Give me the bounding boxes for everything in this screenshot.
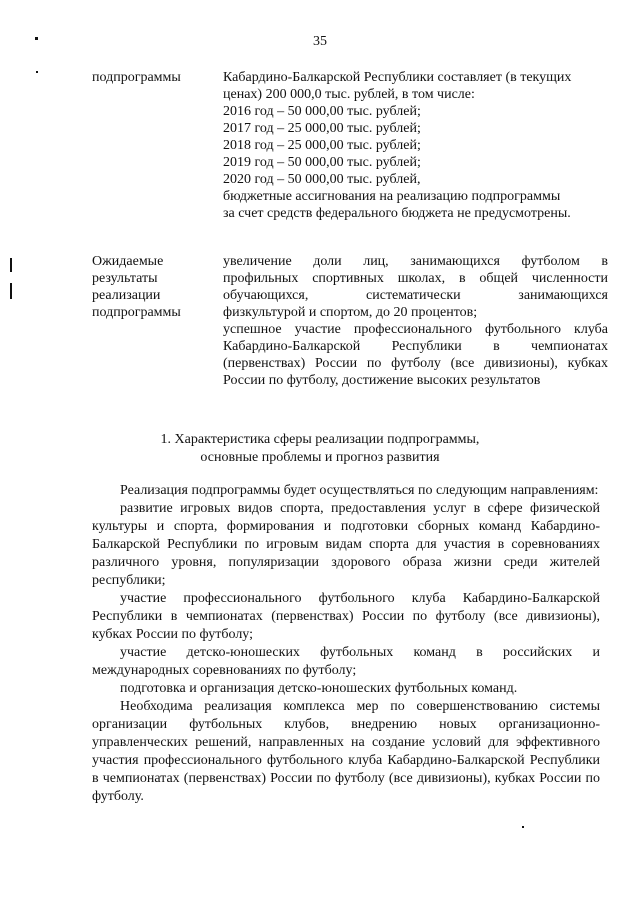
section-heading: [0, 431, 640, 467]
paragraph: участие профессионального футбольного клуба Кабардино-Балкарской Республики в чемпионатах (первенствах) России по футболу (все дивизионы), кубках России по футболу;: [92, 591, 600, 642]
results-line: физкультурой и спортом, до 20 процентов;: [223, 305, 478, 320]
funding-line: 2019 год – 50 000,00 тыс. рублей;: [223, 155, 421, 170]
section-title-line-2: основные проблемы и прогноз развития: [200, 450, 440, 465]
results-line: профильных спортивных школах, в общей численности: [223, 271, 608, 286]
paragraph: развитие игровых видов спорта, предоставления услуг в сфере физической культуры и спорта, формирования и подготовки сборных команд Кабардино-Балкарской Республики по игровым видам спорта для участия в соревнованиях различного уровня, популяризации здорового образа жизни среди жителей республики;: [92, 501, 600, 588]
funding-line: ценах) 200 000,0 тыс. рублей, в том числе:: [223, 87, 475, 102]
funding-label: подпрограммы: [92, 70, 181, 85]
label-line: подпрограммы: [92, 305, 181, 320]
results-line: обучающихся, систематически занимающихся: [223, 288, 608, 303]
margin-mark: [10, 258, 12, 272]
funding-content: [223, 69, 608, 222]
results-line: Кабардино-Балкарской Республики в чемпионатах: [223, 339, 608, 354]
funding-line: Кабардино-Балкарской Республики составляет (в текущих: [223, 70, 572, 85]
funding-line: 2020 год – 50 000,00 тыс. рублей,: [223, 172, 421, 187]
funding-line: 2016 год – 50 000,00 тыс. рублей;: [223, 104, 421, 119]
label-line: реализации: [92, 288, 161, 303]
label-line: Ожидаемые: [92, 254, 164, 269]
section-title-line-1: 1. Характеристика сферы реализации подпрограммы,: [160, 432, 480, 447]
expected-results-content: [223, 253, 608, 389]
paragraph: Реализация подпрограммы будет осуществляться по следующим направлениям:: [120, 483, 599, 498]
results-line: России по футболу, достижение высоких результатов: [223, 373, 541, 388]
results-line: (первенствах) России по футболу (все дивизионы), кубках: [223, 356, 608, 371]
results-line: успешное участие профессионального футбольного клуба: [223, 322, 608, 337]
scan-dot: [36, 71, 38, 73]
expected-results-row: [92, 253, 608, 393]
paragraph: подготовка и организация детско-юношеских футбольных команд.: [120, 681, 518, 696]
margin-mark: [10, 283, 12, 299]
paragraph: участие детско-юношеских футбольных команд в российских и международных соревнованиях по футболу;: [92, 645, 600, 678]
funding-line: бюджетные ассигнования на реализацию подпрограммы: [223, 189, 561, 204]
funding-line: 2017 год – 25 000,00 тыс. рублей;: [223, 121, 421, 136]
section-body: [92, 482, 600, 806]
paragraph: Необходима реализация комплекса мер по совершенствованию системы организации футбольных клубов, внедрению новых организационно-управленческих решений, направленных на создание условий для эффективного участия профессионального футбольного клуба Кабардино-Балкарской Республики в чемпионатах (первенствах) России по футболу (все дивизионы), кубках России по футболу.: [92, 699, 600, 804]
page-number: 35: [313, 34, 327, 49]
funding-line: за счет средств федерального бюджета не предусмотрены.: [223, 206, 571, 221]
funding-line: 2018 год – 25 000,00 тыс. рублей;: [223, 138, 421, 153]
label-line: результаты: [92, 271, 158, 286]
expected-results-label: [92, 253, 212, 321]
funding-row: [92, 69, 608, 229]
scan-dot: [522, 826, 524, 828]
results-line: увеличение доли лиц, занимающихся футболом в: [223, 254, 608, 269]
